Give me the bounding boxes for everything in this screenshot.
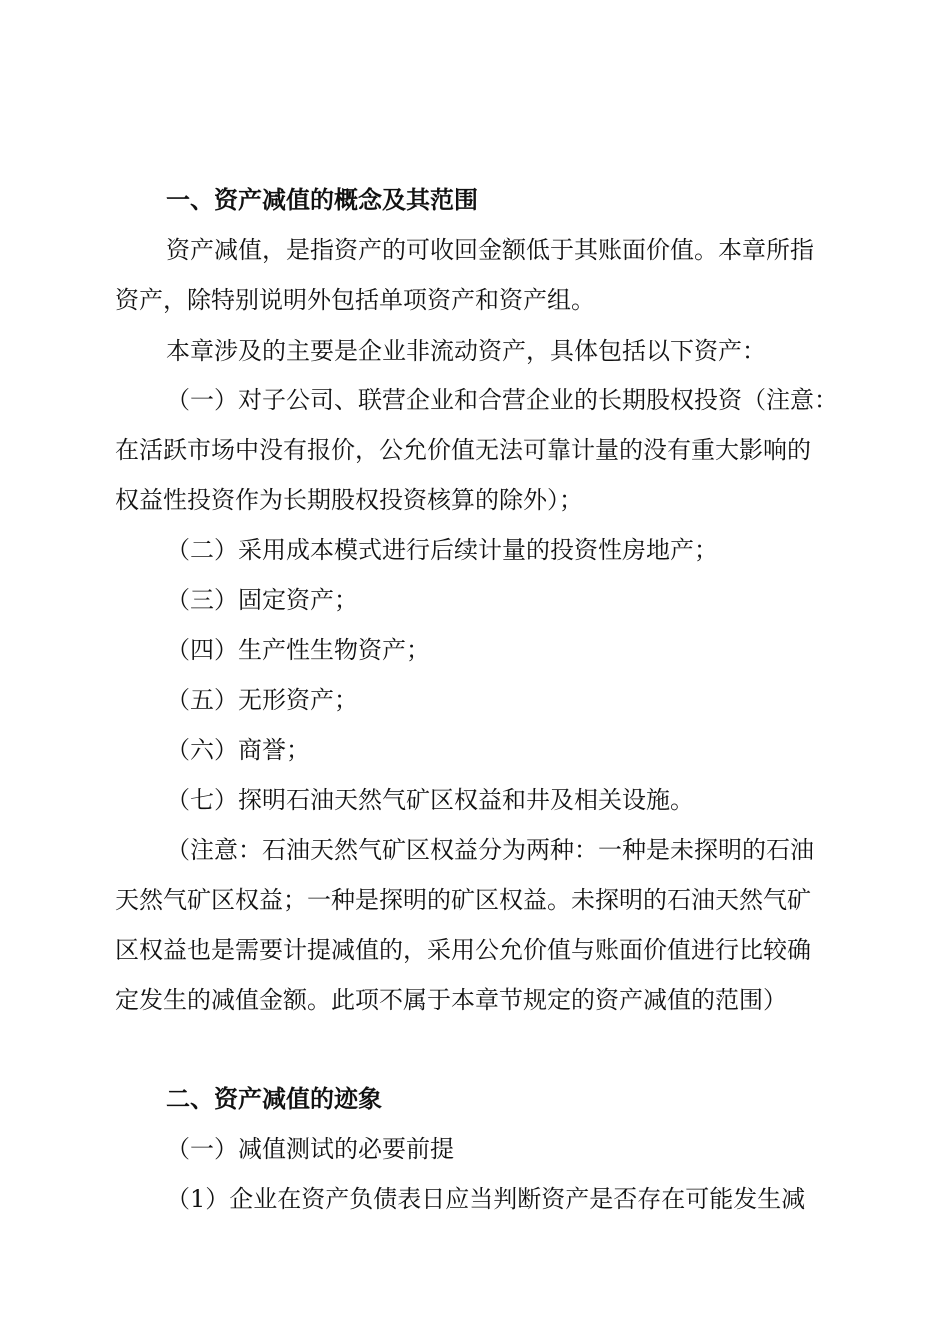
section-heading-impairment-indicators: 二、资产减值的迹象	[166, 1084, 382, 1113]
note-line: 区权益也是需要计提减值的，采用公允价值与账面价值进行比较确	[115, 936, 811, 964]
list-item-line: 权益性投资作为长期股权投资核算的除外）；	[115, 486, 583, 514]
list-item: （三）固定资产；	[166, 586, 358, 614]
list-item: （二）采用成本模式进行后续计量的投资性房地产；	[166, 536, 718, 564]
note-line: 天然气矿区权益；一种是探明的矿区权益。未探明的石油天然气矿	[115, 886, 811, 914]
subsection-heading: （一）减值测试的必要前提	[166, 1135, 454, 1163]
list-item: （七）探明石油天然气矿区权益和井及相关设施。	[166, 786, 694, 814]
paragraph-line: （1）企业在资产负债表日应当判断资产是否存在可能发生减	[166, 1185, 806, 1213]
list-item: （五）无形资产；	[166, 686, 358, 714]
list-item: （六）商誉；	[166, 736, 310, 764]
paragraph-line: 资产减值，是指资产的可收回金额低于其账面价值。本章所指	[166, 236, 814, 264]
section-heading-concept-scope: 一、资产减值的概念及其范围	[166, 185, 478, 214]
list-item-line: 在活跃市场中没有报价，公允价值无法可靠计量的没有重大影响的	[115, 436, 811, 464]
list-item-line: （一）对子公司、联营企业和合营企业的长期股权投资（注意：	[166, 386, 838, 414]
note-line: （注意：石油天然气矿区权益分为两种：一种是未探明的石油	[166, 836, 814, 864]
note-line: 定发生的减值金额。此项不属于本章节规定的资产减值的范围）	[115, 986, 787, 1014]
paragraph-line: 资产，除特别说明外包括单项资产和资产组。	[115, 286, 595, 314]
paragraph-line: 本章涉及的主要是企业非流动资产，具体包括以下资产：	[166, 337, 766, 365]
list-item: （四）生产性生物资产；	[166, 636, 430, 664]
